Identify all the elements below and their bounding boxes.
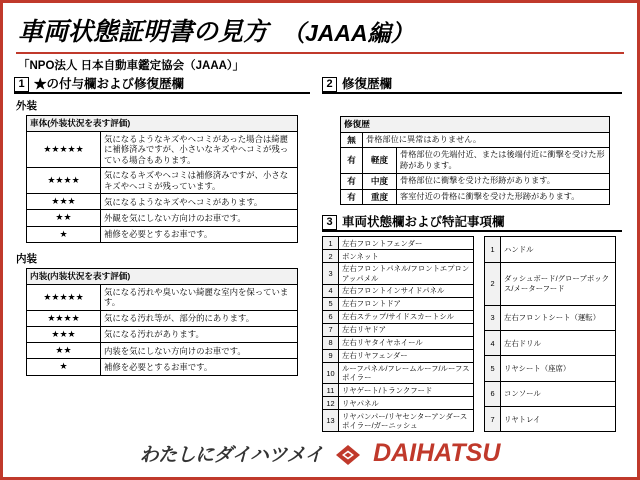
list-item xyxy=(485,356,616,381)
part-number: 13 xyxy=(323,410,339,432)
part-name: 左右フロントフェンダー xyxy=(339,237,474,250)
part-name: 左右リヤタイヤホイール xyxy=(339,336,474,349)
repair-mark: 有 xyxy=(341,173,363,189)
exterior-label: 外装 xyxy=(16,100,37,112)
part-name: ボンネット xyxy=(339,250,474,263)
table-header-row xyxy=(341,117,610,133)
rating-description: 気になるようなキズやヘコミがあります。 xyxy=(101,194,298,210)
part-number: 4 xyxy=(323,284,339,297)
right-column xyxy=(322,77,622,432)
rating-stars: ★★★ xyxy=(27,194,101,210)
rating-stars: ★★★★★ xyxy=(27,131,101,168)
left-column xyxy=(14,77,310,432)
rating-stars: ★★★★ xyxy=(27,310,101,326)
list-item xyxy=(485,262,616,305)
rating-stars: ★★★★★ xyxy=(27,284,101,310)
brand-name: DAIHATSU xyxy=(373,439,501,467)
part-name: ダッシュボード/グローブボックス/メーターフード xyxy=(501,262,616,305)
exterior-table xyxy=(26,115,298,243)
list-item xyxy=(323,362,474,384)
part-name: 左右フロントシート（運転） xyxy=(501,305,616,330)
section-1-title: ★の付与欄および修復歴欄 xyxy=(34,77,185,91)
list-item xyxy=(323,349,474,362)
list-item xyxy=(323,263,474,285)
interior-label: 内装 xyxy=(16,252,37,265)
section-2-title: 修復歴欄 xyxy=(342,77,393,91)
list-item xyxy=(323,397,474,410)
list-item xyxy=(323,323,474,336)
list-item xyxy=(323,284,474,297)
interior-table xyxy=(26,268,298,376)
section-1-number: 1 xyxy=(14,77,29,92)
part-name: リヤパンパー/リヤセンターアンダースポイラー/ガーニッシュ xyxy=(339,410,474,432)
rating-description: 内装を気にしない方向けのお車です。 xyxy=(101,343,298,359)
part-name: リヤゲート/トランクフード xyxy=(339,384,474,397)
table-header-row xyxy=(27,116,298,132)
part-name: 左右ドリル xyxy=(501,331,616,356)
table-row xyxy=(27,131,298,168)
repair-table-header: 修復歴 xyxy=(341,117,610,133)
table-row xyxy=(27,168,298,194)
list-item xyxy=(323,297,474,310)
daihatsu-logo-icon xyxy=(333,443,363,465)
repair-grade: 重度 xyxy=(363,189,397,205)
section-2-number: 2 xyxy=(322,77,337,92)
list-item xyxy=(323,410,474,432)
table-row xyxy=(27,326,298,342)
table-row xyxy=(341,148,610,174)
page-title: 車両状態証明書の見方 xyxy=(18,18,269,46)
list-item xyxy=(485,331,616,356)
rating-stars: ★★★ xyxy=(27,326,101,342)
part-number: 4 xyxy=(485,331,501,356)
part-number: 2 xyxy=(485,262,501,305)
part-number: 3 xyxy=(323,263,339,285)
table-row xyxy=(27,284,298,310)
part-name: リヤトレイ xyxy=(501,407,616,432)
exterior-table-header: 車体(外装状況を表す評価) xyxy=(27,116,298,132)
association-name: 「NPO法人 日本自動車鑑定協会（JAAA）」 xyxy=(18,60,245,72)
rating-description: 気になる汚れがあります。 xyxy=(101,326,298,342)
interior-table-header: 内装(内装状況を表す評価) xyxy=(27,268,298,284)
part-number: 5 xyxy=(485,356,501,381)
list-item xyxy=(323,310,474,323)
part-number: 1 xyxy=(323,237,339,250)
document-inner xyxy=(3,3,637,477)
part-number: 2 xyxy=(323,250,339,263)
table-row xyxy=(27,226,298,242)
part-name: 左右フロントドア xyxy=(339,297,474,310)
rating-stars: ★★ xyxy=(27,343,101,359)
rating-description: 補修を必要とするお車です。 xyxy=(101,226,298,242)
repair-description: 骨格部位に異常はありません。 xyxy=(363,132,610,148)
exterior-parts-table xyxy=(322,236,474,432)
part-name: ルーフパネル/フレームルーフ/ルーフスポイラー xyxy=(339,362,474,384)
rating-description: 気になるようなキズやヘコミがあった場合は綺麗に補修済みですが、小さいなキズやヘコミが残っている場合もあります。 xyxy=(101,131,298,168)
list-item xyxy=(323,250,474,263)
footer xyxy=(4,439,636,468)
rating-stars: ★ xyxy=(27,359,101,375)
repair-description: 客室付近の骨格に衝撃を受けた形跡があります。 xyxy=(397,189,610,205)
list-item xyxy=(485,305,616,330)
part-number: 6 xyxy=(485,381,501,406)
document-title-row xyxy=(14,10,626,48)
part-name: リヤシート（座席） xyxy=(501,356,616,381)
part-number: 7 xyxy=(323,323,339,336)
section-3-title: 車両状態欄および特記事項欄 xyxy=(342,215,505,230)
part-name: 左右リヤドア xyxy=(339,323,474,336)
part-name: リヤパネル xyxy=(339,397,474,410)
repair-grade: 軽度 xyxy=(363,148,397,174)
table-row xyxy=(341,173,610,189)
page-subtitle: （JAAA編） xyxy=(282,20,414,46)
part-number: 5 xyxy=(323,297,339,310)
list-item xyxy=(485,407,616,432)
part-number: 8 xyxy=(323,336,339,349)
list-item xyxy=(485,381,616,406)
table-row xyxy=(341,189,610,205)
repair-history-table xyxy=(340,116,610,205)
table-row xyxy=(27,310,298,326)
part-number: 1 xyxy=(485,237,501,262)
repair-grade: 中度 xyxy=(363,173,397,189)
parts-lists xyxy=(322,236,622,432)
table-row xyxy=(341,132,610,148)
rating-description: 外観を気にしない方向けのお車です。 xyxy=(101,210,298,226)
list-item xyxy=(485,237,616,262)
interior-parts-table xyxy=(484,236,616,432)
rating-description: 補修を必要とするお車です。 xyxy=(101,359,298,375)
title-divider xyxy=(16,52,624,54)
table-row xyxy=(27,194,298,210)
part-number: 10 xyxy=(323,362,339,384)
part-number: 7 xyxy=(485,407,501,432)
part-name: ハンドル xyxy=(501,237,616,262)
rating-description: 気になる汚れや臭いない綺麗な室内を保っています。 xyxy=(101,284,298,310)
section-2-heading xyxy=(322,77,622,94)
footer-slogan: わたしにダイハツメイ xyxy=(139,445,324,466)
rating-stars: ★★★★ xyxy=(27,168,101,194)
table-header-row xyxy=(27,268,298,284)
list-item xyxy=(323,384,474,397)
repair-description: 骨格部位に衝撃を受けた形跡があります。 xyxy=(397,173,610,189)
content-columns xyxy=(14,77,626,432)
part-name: 左右フロントインサイドパネル xyxy=(339,284,474,297)
table-row xyxy=(27,359,298,375)
section-1-heading xyxy=(14,77,310,94)
part-number: 12 xyxy=(323,397,339,410)
part-name: 左右フロントパネル/フロントエプロンアッパメル xyxy=(339,263,474,285)
repair-mark: 有 xyxy=(341,148,363,174)
rating-stars: ★★ xyxy=(27,210,101,226)
part-number: 11 xyxy=(323,384,339,397)
rating-description: 気になる汚れ等が、部分的にあります。 xyxy=(101,310,298,326)
section-3-number: 3 xyxy=(322,215,337,230)
part-name: 左右リヤフェンダー xyxy=(339,349,474,362)
part-number: 6 xyxy=(323,310,339,323)
section-3-heading xyxy=(322,215,622,232)
repair-mark: 無 xyxy=(341,132,363,148)
rating-description: 気になるキズやヘコミは補修済みですが、小さなキズやヘコミが残っています。 xyxy=(101,168,298,194)
table-row xyxy=(27,343,298,359)
table-row xyxy=(27,210,298,226)
list-item xyxy=(323,336,474,349)
part-name: 左右ステップ/サイドスカートシル xyxy=(339,310,474,323)
part-number: 3 xyxy=(485,305,501,330)
repair-mark: 有 xyxy=(341,189,363,205)
repair-description: 骨格部位の先端付近、または後端付近に衝撃を受けた形跡があります。 xyxy=(397,148,610,174)
part-name: コンソール xyxy=(501,381,616,406)
list-item xyxy=(323,237,474,250)
rating-stars: ★ xyxy=(27,226,101,242)
part-number: 9 xyxy=(323,349,339,362)
